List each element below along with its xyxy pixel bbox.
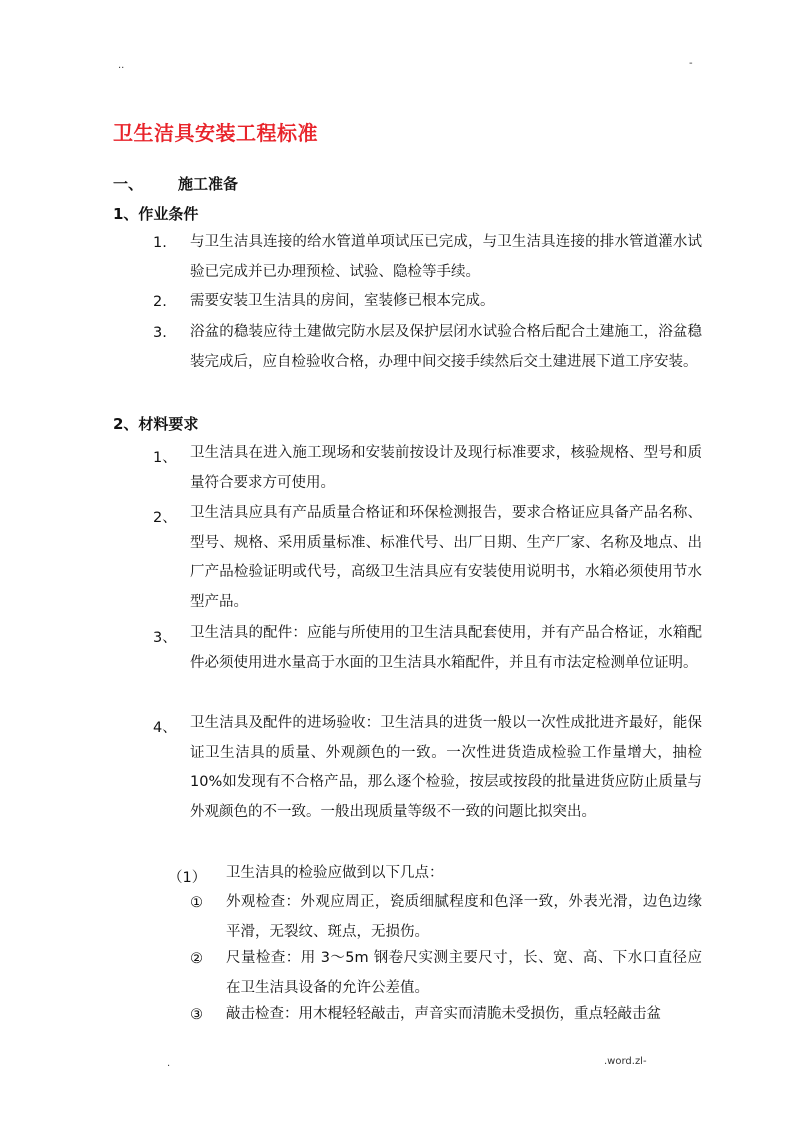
list-item-text: 尺量检查：用 3～5m 钢卷尺实测主要尺寸，长、宽、高、下水口直径应在卫生洁具设备的允许公差值。 bbox=[226, 950, 702, 996]
list-item-number: 2、 bbox=[153, 510, 177, 526]
list-item-number: 3、 bbox=[153, 630, 177, 646]
list-item-number: 1. bbox=[153, 235, 167, 251]
list-item-text: 敲击检查：用木棍轻轻敲击，声音实而清脆未受损伤，重点轻敲击盆 bbox=[226, 1006, 661, 1022]
subsection-material-requirements-heading: 2、材料要求 bbox=[113, 415, 199, 433]
list-item-text: 浴盆的稳装应待土建做完防水层及保护层闭水试验合格后配合土建施工，浴盆稳装完成后，应自检验收合格，办理中间交接手续然后交土建进展下道工序安装。 bbox=[190, 324, 702, 370]
circled-number: ① bbox=[190, 895, 203, 911]
header-left-mark: .. bbox=[118, 60, 125, 71]
subsection-work-conditions-heading: 1、作业条件 bbox=[113, 205, 199, 223]
header-right-mark: - bbox=[689, 58, 693, 69]
list-item-text: 卫生洁具应具有产品质量合格证和环保检测报告，要求合格证应具备产品名称、型号、规格、采用质量标准、标准代号、出厂日期、生产厂家、名称及地点、出厂产品检验证明或代号，高级卫生洁具应有安装使用说明书，水箱必须使用节水型产品。 bbox=[190, 505, 702, 610]
footer-right-mark: .word.zl- bbox=[604, 1056, 647, 1067]
section-1-number: 一、 bbox=[113, 175, 144, 193]
document-title: 卫生洁具安装工程标准 bbox=[113, 121, 318, 145]
list-item-text: 卫生洁具的配件：应能与所使用的卫生洁具配套使用，并有产品合格证，水箱配件必须使用进水量高于水面的卫生洁具水箱配件，并且有市法定检测单位证明。 bbox=[190, 625, 702, 671]
list-item-text: 与卫生洁具连接的给水管道单项试压已完成，与卫生洁具连接的排水管道灌水试验已完成并已办理预检、试验、隐检等手续。 bbox=[190, 234, 702, 280]
inspection-number: （1） bbox=[168, 870, 207, 886]
circled-number: ③ bbox=[190, 1007, 203, 1023]
footer-left-mark: . bbox=[167, 1058, 171, 1069]
list-item-text: 卫生洁具及配件的进场验收：卫生洁具的进货一般以一次性成批进齐最好，能保证卫生洁具的质量、外观颜色的一致。一次性进货造成检验工作量增大，抽检 10%如发现有不合格产品，那么逐个检验，按层或按段的批量进货应防止质量与外观颜色的不一致。一般出现质量等级不一致的问题比拟突出。 bbox=[190, 715, 702, 820]
list-item-text: 需要安装卫生洁具的房间，室装修已根本完成。 bbox=[190, 293, 495, 309]
list-item-text: 卫生洁具在进入施工现场和安装前按设计及现行标准要求，核验规格、型号和质量符合要求方可使用。 bbox=[190, 445, 702, 491]
list-item-number: 4、 bbox=[153, 720, 177, 736]
circled-number: ② bbox=[190, 951, 203, 967]
section-1-heading: 施工准备 bbox=[178, 175, 239, 193]
list-item-number: 3. bbox=[153, 325, 167, 341]
list-item-number: 2. bbox=[153, 294, 167, 310]
list-item-text: 外观检查：外观应周正，瓷质细腻程度和色泽一致，外表光滑，边色边缘平滑，无裂纹、斑点，无损伤。 bbox=[226, 894, 702, 940]
list-item-number: 1、 bbox=[153, 450, 177, 466]
inspection-intro: 卫生洁具的检验应做到以下几点： bbox=[226, 865, 444, 881]
